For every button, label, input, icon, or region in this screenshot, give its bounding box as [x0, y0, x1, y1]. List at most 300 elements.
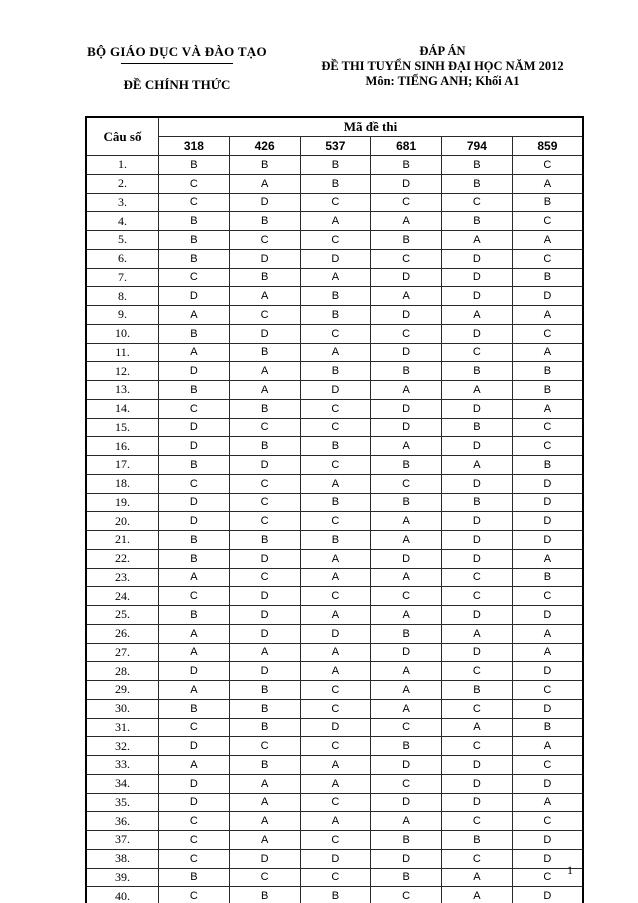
answer-key-title: ĐÁP ÁN: [419, 44, 466, 58]
answer-cell: D: [229, 606, 300, 625]
answer-cell: B: [371, 231, 442, 250]
question-number-cell: 23.: [86, 568, 159, 587]
answer-cell: B: [300, 306, 371, 325]
table-row: [86, 156, 583, 175]
answer-cell: B: [442, 174, 513, 193]
answer-cell: B: [159, 531, 230, 550]
answer-cell: A: [300, 606, 371, 625]
group-header-row: [86, 117, 583, 137]
answer-cell: D: [442, 756, 513, 775]
answer-cell: D: [159, 493, 230, 512]
answer-cell: D: [159, 418, 230, 437]
answer-cell: B: [371, 456, 442, 475]
answer-cell: A: [512, 624, 583, 643]
answer-cell: B: [229, 268, 300, 287]
exam-code-header: 537: [300, 137, 371, 156]
answer-cell: D: [159, 287, 230, 306]
question-number-cell: 5.: [86, 231, 159, 250]
answer-cell: B: [442, 681, 513, 700]
answer-cell: B: [300, 437, 371, 456]
answer-cell: C: [229, 512, 300, 531]
table-row: [86, 324, 583, 343]
answer-cell: C: [512, 756, 583, 775]
answer-cell: A: [371, 812, 442, 831]
answer-cell: C: [159, 399, 230, 418]
answer-cell: D: [229, 249, 300, 268]
answer-cell: C: [159, 474, 230, 493]
answer-cell: C: [442, 343, 513, 362]
answer-cell: D: [442, 606, 513, 625]
answer-cell: B: [300, 887, 371, 903]
table-row: [86, 287, 583, 306]
answer-cell: D: [512, 531, 583, 550]
answer-cell: C: [371, 324, 442, 343]
answer-cell: C: [229, 306, 300, 325]
answer-cell: D: [371, 268, 442, 287]
answer-cell: A: [300, 549, 371, 568]
table-row: [86, 887, 583, 903]
answer-cell: A: [159, 756, 230, 775]
table-row: [86, 531, 583, 550]
table-row: [86, 793, 583, 812]
answer-cell: C: [442, 699, 513, 718]
answer-cell: B: [512, 718, 583, 737]
answer-cell: A: [442, 381, 513, 400]
answer-cell: C: [300, 399, 371, 418]
table-row: [86, 718, 583, 737]
answer-cell: C: [159, 831, 230, 850]
exam-name: ĐỀ THI TUYỂN SINH ĐẠI HỌC NĂM 2012: [321, 59, 564, 73]
table-row: [86, 587, 583, 606]
ministry-title: BỘ GIÁO DỤC VÀ ĐÀO TẠO: [87, 44, 267, 59]
question-number-cell: 2.: [86, 174, 159, 193]
answer-cell: C: [442, 812, 513, 831]
answer-cell: B: [512, 568, 583, 587]
answer-cell: A: [300, 568, 371, 587]
answer-cell: C: [512, 249, 583, 268]
answer-cell: C: [442, 568, 513, 587]
table-row: [86, 681, 583, 700]
table-row: [86, 474, 583, 493]
answer-cell: D: [300, 624, 371, 643]
table-row: [86, 606, 583, 625]
question-number-cell: 39.: [86, 868, 159, 887]
question-number-cell: 37.: [86, 831, 159, 850]
table-head: [86, 117, 583, 156]
answer-cell: A: [442, 231, 513, 250]
answer-cell: A: [371, 287, 442, 306]
answer-cell: D: [442, 474, 513, 493]
answer-cell: C: [442, 193, 513, 212]
answer-cell: B: [371, 624, 442, 643]
answer-cell: A: [300, 343, 371, 362]
answer-cell: B: [442, 493, 513, 512]
answer-cell: C: [300, 737, 371, 756]
answer-cell: B: [371, 156, 442, 175]
answer-cell: A: [512, 399, 583, 418]
answer-cell: C: [159, 193, 230, 212]
answer-cell: D: [442, 643, 513, 662]
question-number-cell: 12.: [86, 362, 159, 381]
exam-code-header: 426: [229, 137, 300, 156]
question-number-cell: 32.: [86, 737, 159, 756]
answer-cell: D: [512, 512, 583, 531]
question-number-cell: 31.: [86, 718, 159, 737]
exam-code-header: 318: [159, 137, 230, 156]
question-number-cell: 3.: [86, 193, 159, 212]
answer-cell: D: [442, 793, 513, 812]
issuer-block: [82, 44, 272, 93]
answer-cell: D: [371, 418, 442, 437]
answer-cell: A: [229, 287, 300, 306]
title-underline: [121, 63, 233, 64]
answer-cell: C: [512, 418, 583, 437]
answer-cell: A: [371, 662, 442, 681]
table-row: [86, 418, 583, 437]
answer-cell: C: [300, 681, 371, 700]
answer-cell: D: [442, 549, 513, 568]
answer-cell: C: [159, 587, 230, 606]
answer-cell: D: [442, 512, 513, 531]
question-number-cell: 33.: [86, 756, 159, 775]
question-number-cell: 40.: [86, 887, 159, 903]
answer-cell: D: [371, 756, 442, 775]
answer-cell: C: [442, 662, 513, 681]
question-number-cell: 35.: [86, 793, 159, 812]
question-number-cell: 14.: [86, 399, 159, 418]
answer-cell: C: [229, 493, 300, 512]
answer-cell: C: [159, 174, 230, 193]
table-row: [86, 493, 583, 512]
answer-cell: C: [300, 587, 371, 606]
answer-cell: D: [159, 662, 230, 681]
answer-cell: A: [229, 381, 300, 400]
question-number-cell: 38.: [86, 849, 159, 868]
answer-cell: C: [300, 231, 371, 250]
answer-cell: A: [371, 606, 442, 625]
question-number-cell: 8.: [86, 287, 159, 306]
table-row: [86, 343, 583, 362]
answer-cell: A: [229, 774, 300, 793]
answer-cell: A: [300, 268, 371, 287]
answer-cell: D: [512, 849, 583, 868]
answer-cell: A: [442, 624, 513, 643]
question-number-cell: 6.: [86, 249, 159, 268]
answer-cell: A: [442, 306, 513, 325]
answer-cell: A: [300, 812, 371, 831]
answer-cell: A: [512, 174, 583, 193]
table-row: [86, 624, 583, 643]
table-row: [86, 849, 583, 868]
answer-cell: A: [371, 437, 442, 456]
answer-cell: A: [442, 887, 513, 903]
table-row: [86, 568, 583, 587]
table-row: [86, 831, 583, 850]
answer-cell: D: [512, 287, 583, 306]
answer-cell: B: [159, 381, 230, 400]
answer-cell: B: [159, 456, 230, 475]
answer-cell: A: [159, 681, 230, 700]
answer-cell: D: [371, 849, 442, 868]
answer-cell: B: [512, 362, 583, 381]
answer-cell: C: [229, 868, 300, 887]
answer-cell: A: [512, 343, 583, 362]
answer-cell: B: [159, 249, 230, 268]
answer-cell: C: [371, 474, 442, 493]
answer-cell: C: [300, 418, 371, 437]
answer-cell: A: [442, 868, 513, 887]
table-row: [86, 549, 583, 568]
question-number-cell: 20.: [86, 512, 159, 531]
table-row: [86, 306, 583, 325]
answer-cell: D: [371, 306, 442, 325]
answer-cell: D: [229, 624, 300, 643]
table-row: [86, 231, 583, 250]
question-number-cell: 28.: [86, 662, 159, 681]
answer-cell: D: [229, 587, 300, 606]
answer-cell: D: [512, 606, 583, 625]
question-number-cell: 22.: [86, 549, 159, 568]
answer-key-table: [85, 116, 584, 903]
answer-cell: C: [300, 699, 371, 718]
table-row: [86, 868, 583, 887]
table-row: [86, 643, 583, 662]
answer-cell: A: [371, 512, 442, 531]
answer-cell: D: [512, 474, 583, 493]
question-number-cell: 27.: [86, 643, 159, 662]
answer-cell: A: [159, 568, 230, 587]
question-number-cell: 26.: [86, 624, 159, 643]
answer-cell: C: [442, 849, 513, 868]
question-number-cell: 34.: [86, 774, 159, 793]
question-number-cell: 15.: [86, 418, 159, 437]
question-number-cell: 21.: [86, 531, 159, 550]
question-number-cell: 30.: [86, 699, 159, 718]
answer-cell: B: [512, 381, 583, 400]
exam-code-header: 794: [442, 137, 513, 156]
answer-cell: B: [159, 606, 230, 625]
table-row: [86, 362, 583, 381]
exam-code-group-header: Mã đề thi: [159, 117, 584, 137]
table-row: [86, 756, 583, 775]
table-row: [86, 699, 583, 718]
exam-code-row: [86, 137, 583, 156]
answer-cell: A: [300, 662, 371, 681]
answer-cell: C: [371, 249, 442, 268]
answer-cell: C: [442, 737, 513, 756]
answer-cell: D: [371, 343, 442, 362]
answer-cell: A: [229, 362, 300, 381]
answer-cell: D: [442, 774, 513, 793]
answer-cell: A: [300, 756, 371, 775]
question-number-cell: 18.: [86, 474, 159, 493]
answer-cell: D: [442, 531, 513, 550]
answer-cell: C: [300, 324, 371, 343]
answer-cell: C: [300, 193, 371, 212]
question-number-cell: 25.: [86, 606, 159, 625]
answer-cell: C: [300, 456, 371, 475]
answer-cell: C: [229, 737, 300, 756]
answer-cell: B: [159, 231, 230, 250]
answer-cell: D: [159, 512, 230, 531]
answer-cell: C: [371, 774, 442, 793]
table-row: [86, 737, 583, 756]
question-number-cell: 1.: [86, 156, 159, 175]
table-row: [86, 662, 583, 681]
answer-cell: C: [512, 324, 583, 343]
answer-cell: C: [159, 268, 230, 287]
question-number-cell: 9.: [86, 306, 159, 325]
answer-cell: A: [512, 643, 583, 662]
answer-cell: A: [300, 474, 371, 493]
answer-cell: A: [159, 306, 230, 325]
answer-cell: A: [371, 381, 442, 400]
exam-code-header: 859: [512, 137, 583, 156]
answer-cell: D: [229, 849, 300, 868]
table-row: [86, 174, 583, 193]
answer-cell: D: [371, 793, 442, 812]
answer-cell: C: [229, 231, 300, 250]
answer-cell: B: [229, 699, 300, 718]
answer-cell: B: [300, 493, 371, 512]
table-row: [86, 249, 583, 268]
answer-cell: C: [229, 474, 300, 493]
answer-cell: C: [300, 868, 371, 887]
answer-cell: C: [371, 193, 442, 212]
answer-cell: B: [229, 756, 300, 775]
answer-cell: B: [300, 362, 371, 381]
table-body: [86, 156, 583, 903]
answer-cell: C: [512, 156, 583, 175]
question-number-cell: 4.: [86, 212, 159, 231]
answer-cell: D: [229, 662, 300, 681]
answer-cell: A: [229, 174, 300, 193]
answer-cell: C: [371, 587, 442, 606]
exam-title-block: [295, 44, 590, 89]
answer-cell: A: [159, 343, 230, 362]
answer-cell: B: [159, 699, 230, 718]
question-number-cell: 10.: [86, 324, 159, 343]
answer-cell: D: [442, 287, 513, 306]
answer-cell: C: [512, 587, 583, 606]
answer-cell: B: [229, 343, 300, 362]
answer-cell: A: [229, 643, 300, 662]
table-row: [86, 774, 583, 793]
question-number-cell: 16.: [86, 437, 159, 456]
table-row: [86, 456, 583, 475]
official-exam-label: ĐỀ CHÍNH THỨC: [123, 77, 231, 92]
answer-cell: A: [442, 456, 513, 475]
table-row: [86, 399, 583, 418]
answer-cell: C: [300, 831, 371, 850]
answer-cell: B: [442, 156, 513, 175]
answer-cell: D: [229, 193, 300, 212]
answer-cell: B: [371, 737, 442, 756]
answer-cell: A: [442, 718, 513, 737]
answer-cell: A: [512, 737, 583, 756]
answer-cell: C: [300, 793, 371, 812]
answer-cell: D: [159, 437, 230, 456]
answer-cell: D: [512, 493, 583, 512]
answer-cell: B: [229, 718, 300, 737]
answer-cell: A: [371, 212, 442, 231]
answer-cell: C: [229, 418, 300, 437]
answer-cell: B: [371, 831, 442, 850]
answer-cell: B: [159, 324, 230, 343]
answer-cell: B: [300, 531, 371, 550]
answer-cell: C: [512, 681, 583, 700]
answer-cell: B: [371, 868, 442, 887]
answer-cell: C: [229, 568, 300, 587]
answer-cell: C: [371, 718, 442, 737]
answer-cell: B: [159, 868, 230, 887]
answer-cell: D: [300, 718, 371, 737]
table-row: [86, 512, 583, 531]
answer-cell: B: [229, 681, 300, 700]
answer-cell: A: [371, 699, 442, 718]
question-number-cell: 13.: [86, 381, 159, 400]
answer-cell: D: [371, 643, 442, 662]
answer-cell: D: [442, 399, 513, 418]
answer-cell: D: [300, 849, 371, 868]
answer-cell: D: [371, 549, 442, 568]
answer-cell: D: [512, 831, 583, 850]
answer-cell: A: [512, 306, 583, 325]
question-number-header: Câu số: [86, 117, 159, 156]
answer-cell: D: [300, 381, 371, 400]
answer-cell: B: [512, 268, 583, 287]
answer-cell: B: [229, 212, 300, 231]
answer-cell: A: [512, 549, 583, 568]
answer-cell: D: [159, 793, 230, 812]
answer-cell: D: [442, 249, 513, 268]
answer-cell: B: [300, 156, 371, 175]
question-number-cell: 19.: [86, 493, 159, 512]
answer-cell: C: [512, 212, 583, 231]
answer-cell: D: [159, 362, 230, 381]
answer-cell: D: [442, 268, 513, 287]
table-row: [86, 212, 583, 231]
answer-cell: B: [512, 193, 583, 212]
subject-line: Môn: TIẾNG ANH; Khối A1: [365, 74, 520, 88]
answer-cell: D: [512, 699, 583, 718]
answer-cell: B: [159, 156, 230, 175]
table-row: [86, 268, 583, 287]
answer-cell: D: [371, 174, 442, 193]
exam-code-header: 681: [371, 137, 442, 156]
table-row: [86, 193, 583, 212]
answer-cell: A: [512, 231, 583, 250]
page-number: 1: [567, 863, 573, 877]
answer-cell: D: [512, 774, 583, 793]
answer-cell: A: [159, 624, 230, 643]
answer-cell: D: [371, 399, 442, 418]
answer-cell: D: [512, 887, 583, 903]
answer-cell: D: [512, 662, 583, 681]
question-number-cell: 36.: [86, 812, 159, 831]
answer-cell: B: [229, 399, 300, 418]
answer-cell: C: [159, 849, 230, 868]
answer-cell: C: [512, 437, 583, 456]
answer-cell: A: [512, 793, 583, 812]
answer-cell: B: [371, 362, 442, 381]
answer-cell: C: [159, 887, 230, 903]
answer-cell: C: [159, 812, 230, 831]
answer-cell: B: [442, 418, 513, 437]
question-number-cell: 7.: [86, 268, 159, 287]
answer-cell: D: [229, 549, 300, 568]
answer-cell: A: [159, 643, 230, 662]
